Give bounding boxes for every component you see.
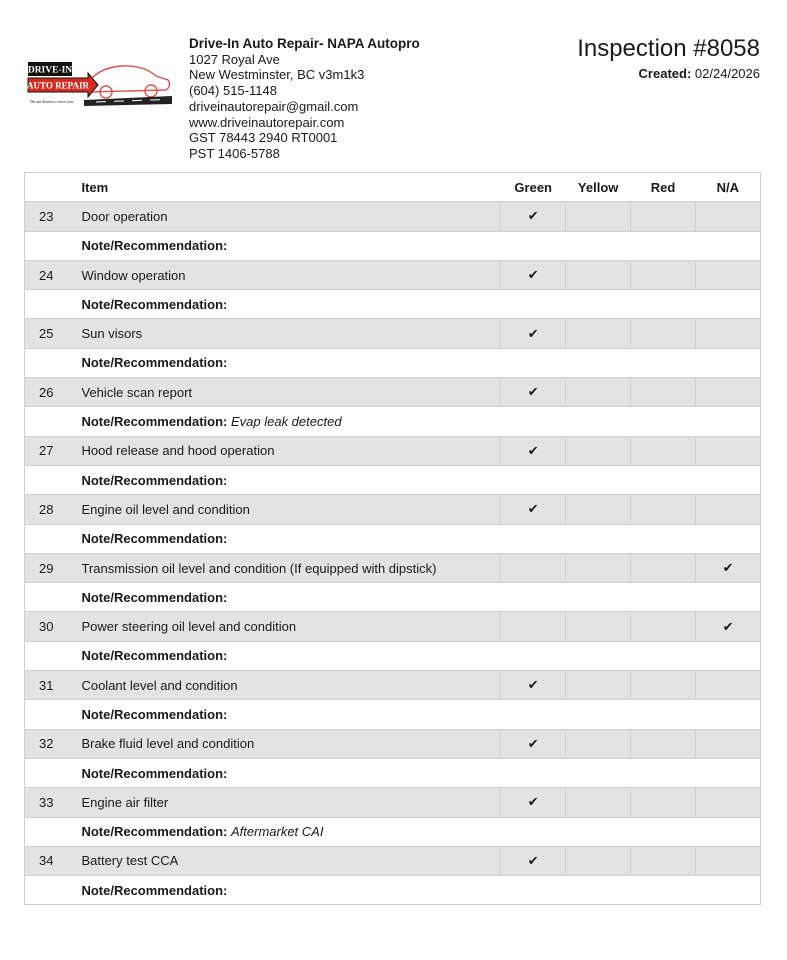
row-na: [696, 729, 761, 758]
row-yellow: [566, 202, 631, 231]
row-na: [696, 202, 761, 231]
header-num: [25, 173, 75, 202]
company-address-line2: New Westminster, BC v3m1k3: [189, 67, 365, 83]
inspection-header: [577, 34, 760, 81]
note-row: [25, 348, 761, 377]
row-na: ✔: [696, 553, 761, 582]
row-green: ✔: [501, 846, 566, 875]
note-cell: [74, 700, 760, 729]
row-na: [696, 671, 761, 700]
row-yellow: [566, 612, 631, 641]
note-spacer: [25, 817, 75, 846]
row-item: Engine air filter: [74, 788, 500, 817]
inspection-created: [577, 66, 760, 81]
row-item: Hood release and hood operation: [74, 436, 500, 465]
row-item: Transmission oil level and condition (If equipped with dipstick): [74, 553, 500, 582]
note-cell: [74, 465, 760, 494]
row-item: Battery test CCA: [74, 846, 500, 875]
note-row: [25, 231, 761, 260]
company-phone: (604) 515-1148: [189, 83, 277, 99]
row-yellow: [566, 436, 631, 465]
row-na: [696, 788, 761, 817]
note-label: Note/Recommendation:: [81, 824, 228, 840]
note-cell: [74, 641, 760, 670]
note-cell: [74, 524, 760, 553]
row-item: Vehicle scan report: [74, 378, 500, 407]
row-number: 24: [25, 260, 75, 289]
table-row: [25, 495, 761, 524]
note-label: Note/Recommendation:: [81, 472, 228, 488]
row-red: [631, 436, 696, 465]
row-red: [631, 729, 696, 758]
company-logo: [26, 56, 172, 110]
company-gst: GST 78443 2940 RT0001: [189, 130, 338, 146]
note-label: Note/Recommendation:: [81, 765, 228, 781]
table-row: [25, 553, 761, 582]
row-item: Power steering oil level and condition: [74, 612, 500, 641]
row-green: ✔: [501, 436, 566, 465]
logo-text-bottom: AUTO REPAIR: [27, 80, 89, 91]
note-spacer: [25, 231, 75, 260]
note-label: Note/Recommendation:: [81, 414, 228, 430]
note-cell: [74, 758, 760, 787]
note-row: [25, 700, 761, 729]
inspection-table: [24, 172, 761, 905]
row-red: [631, 788, 696, 817]
note-spacer: [25, 876, 75, 905]
row-green: ✔: [501, 260, 566, 289]
row-green: ✔: [501, 202, 566, 231]
row-red: [631, 319, 696, 348]
company-address-line1: 1027 Royal Ave: [189, 51, 280, 67]
header-yellow: Yellow: [566, 173, 631, 202]
note-cell: [74, 583, 760, 612]
note-spacer: [25, 524, 75, 553]
logo-tagline: We are driven to serve you: [30, 99, 73, 104]
row-red: [631, 202, 696, 231]
table-row: [25, 671, 761, 700]
note-cell: [74, 407, 760, 436]
row-na: [696, 319, 761, 348]
table-row: [25, 846, 761, 875]
inspection-title: Inspection #8058: [577, 35, 760, 62]
row-number: 26: [25, 378, 75, 407]
note-row: [25, 583, 761, 612]
header-red: Red: [631, 173, 696, 202]
row-green: [501, 612, 566, 641]
company-name: Drive-In Auto Repair- NAPA Autopro: [189, 36, 420, 51]
row-yellow: [566, 260, 631, 289]
created-label: Created:: [638, 66, 692, 81]
row-number: 32: [25, 729, 75, 758]
note-label: Note/Recommendation:: [81, 706, 228, 722]
table-row: [25, 260, 761, 289]
table-row: [25, 378, 761, 407]
row-na: [696, 436, 761, 465]
row-green: ✔: [501, 729, 566, 758]
note-row: [25, 641, 761, 670]
note-label: Note/Recommendation:: [81, 355, 228, 371]
header-na: N/A: [696, 173, 761, 202]
company-email: driveinautorepair@gmail.com: [189, 98, 359, 114]
note-cell: [74, 876, 760, 905]
row-number: 30: [25, 612, 75, 641]
row-yellow: [566, 671, 631, 700]
company-info: [189, 36, 420, 162]
company-pst: PST 1406-5788: [189, 145, 280, 161]
created-date: 02/24/2026: [694, 66, 760, 81]
row-red: [631, 612, 696, 641]
logo-text-top: DRIVE-IN: [27, 65, 73, 76]
note-cell: [74, 231, 760, 260]
row-item: Sun visors: [74, 319, 500, 348]
note-row: [25, 407, 761, 436]
row-yellow: [566, 495, 631, 524]
table-row: [25, 202, 761, 231]
row-yellow: [566, 846, 631, 875]
note-label: Note/Recommendation:: [81, 296, 228, 312]
row-yellow: [566, 553, 631, 582]
note-spacer: [25, 641, 75, 670]
row-na: ✔: [696, 612, 761, 641]
row-na: [696, 378, 761, 407]
note-text: Aftermarket CAI: [230, 824, 324, 840]
row-number: 34: [25, 846, 75, 875]
table-row: [25, 788, 761, 817]
note-cell: [74, 348, 760, 377]
note-spacer: [25, 407, 75, 436]
car-outline-icon: [86, 66, 170, 92]
row-yellow: [566, 788, 631, 817]
note-row: [25, 876, 761, 905]
row-number: 31: [25, 671, 75, 700]
note-cell: [74, 290, 760, 319]
table-row: [25, 612, 761, 641]
table-header-row: [25, 173, 761, 202]
row-item: Engine oil level and condition: [74, 495, 500, 524]
row-number: 29: [25, 553, 75, 582]
row-red: [631, 378, 696, 407]
note-spacer: [25, 348, 75, 377]
row-red: [631, 553, 696, 582]
row-item: Window operation: [74, 260, 500, 289]
row-na: [696, 260, 761, 289]
row-na: [696, 846, 761, 875]
row-green: ✔: [501, 788, 566, 817]
row-green: ✔: [501, 671, 566, 700]
note-spacer: [25, 290, 75, 319]
note-row: [25, 524, 761, 553]
note-spacer: [25, 583, 75, 612]
row-number: 28: [25, 495, 75, 524]
note-spacer: [25, 465, 75, 494]
table-row: [25, 319, 761, 348]
row-red: [631, 846, 696, 875]
row-yellow: [566, 729, 631, 758]
row-item: Brake fluid level and condition: [74, 729, 500, 758]
row-yellow: [566, 378, 631, 407]
row-red: [631, 260, 696, 289]
note-label: Note/Recommendation:: [81, 238, 228, 254]
row-number: 25: [25, 319, 75, 348]
table-row: [25, 729, 761, 758]
row-number: 23: [25, 202, 75, 231]
row-green: ✔: [501, 495, 566, 524]
table-row: [25, 436, 761, 465]
row-green: [501, 553, 566, 582]
note-row: [25, 290, 761, 319]
note-row: [25, 758, 761, 787]
row-na: [696, 495, 761, 524]
note-text: Evap leak detected: [230, 414, 342, 430]
row-green: ✔: [501, 319, 566, 348]
header-item: Item: [74, 173, 500, 202]
company-website: www.driveinautorepair.com: [189, 114, 345, 130]
note-cell: [74, 817, 760, 846]
note-label: Note/Recommendation:: [81, 531, 228, 547]
row-number: 33: [25, 788, 75, 817]
row-number: 27: [25, 436, 75, 465]
note-label: Note/Recommendation:: [81, 589, 228, 605]
note-row: [25, 817, 761, 846]
row-item: Door operation: [74, 202, 500, 231]
note-row: [25, 465, 761, 494]
row-red: [631, 495, 696, 524]
row-green: ✔: [501, 378, 566, 407]
header-green: Green: [501, 173, 566, 202]
row-yellow: [566, 319, 631, 348]
row-red: [631, 671, 696, 700]
row-item: Coolant level and condition: [74, 671, 500, 700]
note-label: Note/Recommendation:: [81, 882, 228, 898]
note-spacer: [25, 700, 75, 729]
note-spacer: [25, 758, 75, 787]
note-label: Note/Recommendation:: [81, 648, 228, 664]
